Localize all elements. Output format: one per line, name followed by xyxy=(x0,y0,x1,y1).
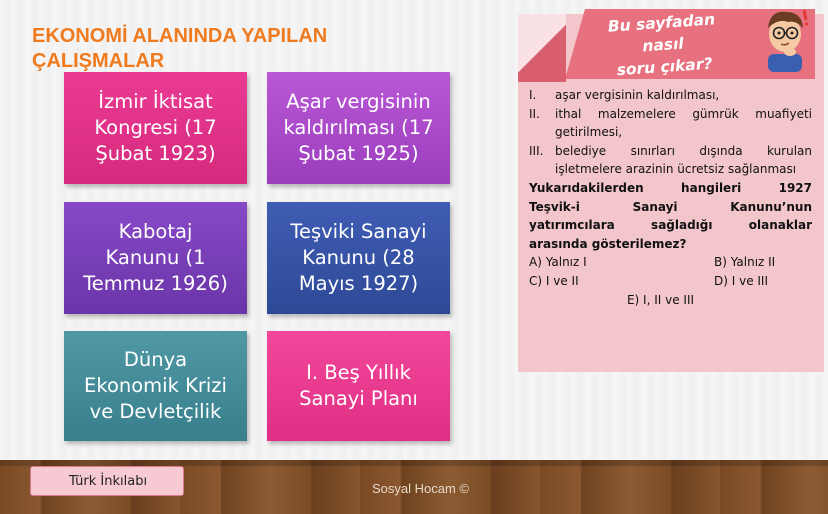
tile-bes-yillik-plan[interactable] xyxy=(267,331,450,441)
tile-label: İzmir İktisat Kongresi (17 Şubat 1923) xyxy=(94,90,217,165)
tile-tesviki-sanayi[interactable] xyxy=(267,202,450,314)
statement-item xyxy=(529,86,812,105)
tile-label: Aşar vergisinin kaldırılması (17 Şubat 1925) xyxy=(283,90,434,165)
question-stem-line: Teşvik-i Sanayi Kanunu’nun xyxy=(529,199,812,214)
tile-label: Dünya Ekonomik Krizi ve Devletçilik xyxy=(84,348,227,423)
option-e[interactable]: E) I, II ve III xyxy=(626,292,695,307)
banner-title: Bu sayfadan nasıl soru çıkar? xyxy=(607,10,716,80)
tile-izmir-iktisat-kongresi[interactable] xyxy=(64,72,247,184)
statement-number: II. xyxy=(529,106,540,121)
question-stem-line: arasında gösterilemez? xyxy=(529,236,687,251)
statement-number: I. xyxy=(529,88,537,102)
option-b[interactable]: B) Yalnız II xyxy=(714,255,776,270)
tile-asar-vergisi[interactable] xyxy=(267,72,450,184)
tile-label: I. Beş Yıllık Sanayi Planı xyxy=(299,361,418,410)
question-stem-line: yatırımcılara sağladığı olanaklar xyxy=(529,218,812,233)
thinking-boy-icon xyxy=(760,6,810,72)
tile-dunya-ekonomik-krizi[interactable] xyxy=(64,331,247,441)
option-d[interactable]: D) I ve III xyxy=(714,273,769,288)
option-a[interactable]: A) Yalnız I xyxy=(529,255,587,270)
tile-label: Kabotaj Kanunu (1 Temmuz 1926) xyxy=(83,220,228,295)
question-body xyxy=(529,86,812,309)
statement-text: aşar vergisinin kaldırılması, xyxy=(555,88,720,102)
question-stem-line: Yukarıdakilerden hangileri 1927 xyxy=(529,180,812,195)
footer-credit: Sosyal Hocam © xyxy=(372,481,469,496)
statement-number: III. xyxy=(529,143,544,158)
tile-kabotaj-kanunu[interactable] xyxy=(64,202,247,314)
tile-label: Teşviki Sanayi Kanunu (28 Mayıs 1927) xyxy=(290,220,427,295)
slide-title: EKONOMİ ALANINDA YAPILAN ÇALIŞMALAR xyxy=(32,25,328,72)
statement-item xyxy=(529,105,812,142)
section-chip[interactable]: Türk İnkılabı xyxy=(30,466,184,496)
page-fold-decoration xyxy=(518,14,566,82)
answer-options xyxy=(529,253,812,290)
statement-text: belediye sınırları dışında kurulan işletmelere arazinin ücretsiz sağlanması xyxy=(555,143,812,177)
option-c[interactable]: C) I ve II xyxy=(529,273,579,288)
statement-item xyxy=(529,142,812,179)
statement-text: ithal malzemelere gümrük muafiyeti getirilmesi, xyxy=(555,106,812,140)
